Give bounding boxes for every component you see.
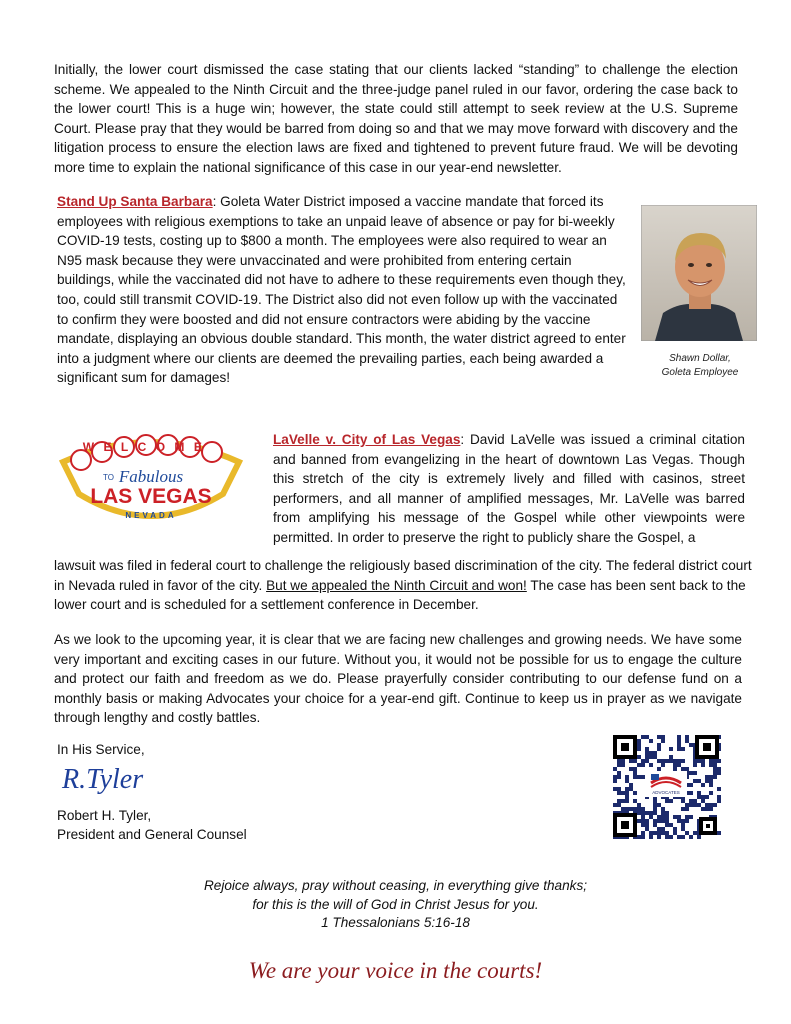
qr-module: [629, 759, 633, 763]
qr-module: [717, 759, 721, 763]
qr-finder-top-right: [695, 735, 719, 759]
appeal-paragraph: [54, 630, 742, 728]
qr-module: [685, 739, 689, 743]
signature-graphic: [60, 758, 190, 798]
qr-code-graphic[interactable]: [611, 733, 721, 839]
qr-module: [613, 775, 617, 779]
qr-module: [653, 803, 657, 807]
qr-finder-top-left: [613, 735, 637, 759]
qr-module: [713, 775, 717, 779]
signer-title: President and General Counsel: [57, 827, 247, 842]
lavelle-appeal-win: But we appealed the Ninth Circuit and won!: [266, 577, 527, 593]
qr-module: [697, 791, 701, 795]
qr-module: [693, 759, 697, 763]
qr-module: [653, 819, 657, 823]
qr-module: [713, 771, 717, 775]
qr-module: [625, 779, 629, 783]
qr-module: [657, 835, 661, 839]
qr-module: [637, 835, 641, 839]
qr-finder-bottom-right: [699, 817, 717, 835]
qr-module: [653, 751, 657, 755]
qr-module: [697, 803, 701, 807]
sign-to-text: TO: [103, 473, 114, 482]
qr-module: [697, 779, 701, 783]
qr-module: [669, 755, 673, 759]
qr-module: [681, 827, 685, 831]
qr-module: [717, 831, 721, 835]
qr-module: [613, 779, 617, 783]
qr-module: [661, 807, 665, 811]
qr-module: [613, 767, 617, 771]
qr-module: [621, 791, 625, 795]
qr-module: [705, 779, 709, 783]
qr-module: [637, 747, 641, 751]
photo-caption-name: Shawn Dollar,: [669, 353, 731, 364]
qr-module: [685, 819, 689, 823]
qr-module: [613, 803, 617, 807]
qr-module: [693, 803, 697, 807]
qr-module: [681, 807, 685, 811]
qr-module: [665, 799, 669, 803]
qr-module: [705, 775, 709, 779]
sign-state-text: NEVADA: [125, 511, 177, 520]
qr-module: [649, 811, 653, 815]
qr-module: [637, 763, 641, 767]
lavelle-paragraph-bottom: [54, 556, 754, 615]
qr-module: [645, 811, 649, 815]
qr-module: [697, 835, 701, 839]
qr-module: [685, 767, 689, 771]
qr-code[interactable]: [611, 733, 721, 839]
qr-module: [657, 827, 661, 831]
qr-module: [709, 763, 713, 767]
qr-module: [649, 751, 653, 755]
qr-module: [625, 795, 629, 799]
qr-module: [685, 831, 689, 835]
qr-module: [665, 831, 669, 835]
qr-module: [673, 827, 677, 831]
qr-module: [669, 759, 673, 763]
qr-module: [661, 739, 665, 743]
qr-module: [633, 771, 637, 775]
employee-photo: [641, 205, 757, 341]
qr-module: [717, 771, 721, 775]
qr-module: [649, 739, 653, 743]
qr-module: [641, 775, 645, 779]
qr-module: [685, 815, 689, 819]
qr-module: [677, 819, 681, 823]
lavelle-title[interactable]: LaVelle v. City of Las Vegas: [273, 432, 461, 447]
qr-module: [633, 791, 637, 795]
salutation: In His Service,: [57, 742, 145, 757]
qr-module: [657, 747, 661, 751]
qr-module: [653, 755, 657, 759]
qr-module: [677, 747, 681, 751]
qr-module: [689, 743, 693, 747]
qr-module: [677, 835, 681, 839]
qr-module: [617, 787, 621, 791]
qr-module: [637, 743, 641, 747]
qr-module: [617, 771, 621, 775]
lavelle-paragraph-top: [273, 430, 745, 548]
qr-module: [645, 755, 649, 759]
qr-module: [629, 807, 633, 811]
qr-module: [669, 747, 673, 751]
qr-module: [673, 831, 677, 835]
santa-barbara-title[interactable]: Stand Up Santa Barbara: [57, 194, 213, 209]
employee-photo-illustration: [641, 205, 757, 341]
qr-module: [709, 775, 713, 779]
qr-module: [701, 807, 705, 811]
qr-module: [657, 767, 661, 771]
qr-module: [625, 799, 629, 803]
qr-logo: [645, 771, 687, 797]
qr-module: [645, 735, 649, 739]
qr-module: [617, 791, 621, 795]
qr-module: [665, 835, 669, 839]
qr-module: [657, 815, 661, 819]
qr-module: [693, 799, 697, 803]
qr-module: [701, 799, 705, 803]
qr-module: [681, 747, 685, 751]
qr-module: [633, 767, 637, 771]
qr-module: [673, 815, 677, 819]
qr-module: [617, 763, 621, 767]
qr-module: [661, 811, 665, 815]
lavelle-body-top: : David LaVelle was issued a criminal citation and banned from evangelizing in the heart of downtown Las Vegas. Though this stretch of the city is extremely lively and filled with casinos, street performers, and all manner of amplified messages, Mr. LaVelle was barred from amplifying his message of the Gospel while other viewpoints were permitted. In order to preserve the right to publicly share the Gospel, a: [273, 432, 745, 545]
qr-module: [613, 787, 617, 791]
qr-module: [677, 735, 681, 739]
qr-module: [633, 807, 637, 811]
qr-module: [689, 835, 693, 839]
qr-module: [701, 763, 705, 767]
qr-module: [641, 811, 645, 815]
qr-module: [669, 823, 673, 827]
qr-module: [665, 759, 669, 763]
qr-module: [617, 799, 621, 803]
qr-module: [617, 775, 621, 779]
qr-module: [701, 783, 705, 787]
qr-module: [705, 807, 709, 811]
santa-barbara-body: : Goleta Water District imposed a vaccine mandate that forced its employees with religious exemptions to take an unpaid leave of absence or pay for bi-weekly COVID-19 tests, costing up to $800 a month. The employees were also required to wear an N95 mask because they were unvaccinated and were prohibited from entering certain buildings, while the vaccinated did not have to adhere to these requirements even though they, too, could still transmit COVID-19. The District also did not even follow up with the vaccinated to confirm they were boosted and did not ensure contractors were abiding by the vaccine mandate, displaying an obvious double standard. This month, the water district agreed to enter into a judgment where our clients are deemed the prevailing parties, each being awarded a significant sum for damages!: [57, 194, 626, 386]
qr-module: [697, 759, 701, 763]
qr-module: [705, 803, 709, 807]
qr-module: [641, 735, 645, 739]
qr-module: [637, 739, 641, 743]
qr-module: [637, 819, 641, 823]
qr-module: [661, 827, 665, 831]
qr-module: [681, 835, 685, 839]
qr-module: [641, 807, 645, 811]
tagline: We are your voice in the courts!: [248, 958, 543, 983]
qr-module: [657, 803, 661, 807]
qr-module: [621, 763, 625, 767]
qr-module: [621, 799, 625, 803]
qr-module: [637, 755, 641, 759]
santa-barbara-paragraph: [57, 192, 629, 388]
qr-module: [657, 735, 661, 739]
qr-module: [689, 803, 693, 807]
qr-module: [665, 823, 669, 827]
qr-module: [717, 799, 721, 803]
qr-module: [693, 831, 697, 835]
photo-caption: [640, 352, 760, 380]
qr-module: [709, 791, 713, 795]
qr-module: [685, 803, 689, 807]
qr-logo-text: ADVOCATES: [652, 790, 680, 795]
qr-module: [697, 795, 701, 799]
qr-module: [681, 823, 685, 827]
qr-module: [685, 807, 689, 811]
qr-module: [625, 791, 629, 795]
qr-finder-bottom-left: [613, 813, 637, 837]
qr-module: [661, 815, 665, 819]
qr-module: [709, 803, 713, 807]
qr-module: [661, 831, 665, 835]
lavelle-body-bottom-pre: lawsuit was filed in federal court to challenge the religiously based discrimination of the city. The federal district court in Nevada ruled in favor of the city.: [54, 558, 752, 593]
qr-module: [665, 819, 669, 823]
qr-module: [657, 831, 661, 835]
qr-module: [709, 759, 713, 763]
qr-module: [641, 831, 645, 835]
qr-module: [673, 763, 677, 767]
signer-name: Robert H. Tyler,: [57, 808, 152, 823]
qr-module: [665, 811, 669, 815]
qr-module: [681, 759, 685, 763]
qr-module: [677, 815, 681, 819]
qr-module: [633, 799, 637, 803]
qr-module: [677, 763, 681, 767]
qr-module: [661, 819, 665, 823]
qr-module: [637, 807, 641, 811]
qr-module: [681, 799, 685, 803]
qr-module: [633, 759, 637, 763]
qr-module: [645, 827, 649, 831]
qr-module: [649, 755, 653, 759]
qr-module: [657, 759, 661, 763]
qr-module: [645, 823, 649, 827]
qr-module: [673, 759, 677, 763]
qr-module: [657, 743, 661, 747]
signature-text: R.Tyler: [62, 764, 144, 795]
qr-module: [689, 783, 693, 787]
qr-module: [657, 819, 661, 823]
qr-module: [649, 763, 653, 767]
qr-module: [669, 799, 673, 803]
intro-text: Initially, the lower court dismissed the case stating that our clients lacked “standing” to challenge the election scheme. We appealed to the Ninth Circuit and the three-judge panel ruled in our favor, ordering the case back to the lower court! This is a huge win; however, the state could still attempt to seek review at the U.S. Supreme Court. Please pray that they would be barred from doing so and that we may move forward with discovery and the litigation process to ensure the election laws are fixed and tightened to prevent future fraud. We will be devoting more time to explain the national significance of this case in our year-end newsletter.: [54, 62, 738, 175]
qr-module: [701, 795, 705, 799]
qr-module: [689, 791, 693, 795]
qr-module: [649, 815, 653, 819]
qr-module: [641, 819, 645, 823]
qr-module: [645, 759, 649, 763]
qr-module: [689, 799, 693, 803]
intro-paragraph: [54, 60, 738, 178]
qr-module: [653, 799, 657, 803]
qr-module: [709, 779, 713, 783]
qr-module: [701, 759, 705, 763]
qr-module: [689, 771, 693, 775]
verse-line-1: Rejoice always, pray without ceasing, in everything give thanks;: [203, 878, 588, 893]
qr-module: [621, 759, 625, 763]
qr-module: [641, 823, 645, 827]
sign-fabulous-text: Fabulous: [118, 467, 184, 486]
qr-module: [673, 767, 677, 771]
qr-module: [693, 771, 697, 775]
qr-module: [645, 747, 649, 751]
qr-module: [693, 779, 697, 783]
qr-module: [637, 775, 641, 779]
qr-module: [661, 763, 665, 767]
las-vegas-sign: [51, 430, 251, 530]
verse: [0, 877, 791, 933]
qr-module: [713, 767, 717, 771]
qr-module: [625, 775, 629, 779]
qr-module: [641, 759, 645, 763]
qr-module: [693, 763, 697, 767]
verse-line-2: for this is the will of God in Christ Jesus for you.: [252, 896, 539, 912]
qr-module: [677, 743, 681, 747]
qr-module: [665, 815, 669, 819]
qr-module: [625, 807, 629, 811]
qr-module: [661, 759, 665, 763]
qr-module: [717, 767, 721, 771]
qr-module: [633, 775, 637, 779]
qr-module: [649, 835, 653, 839]
qr-module: [629, 787, 633, 791]
qr-module: [713, 803, 717, 807]
qr-module: [685, 735, 689, 739]
qr-module: [649, 831, 653, 835]
qr-module: [709, 807, 713, 811]
las-vegas-sign-graphic: [51, 430, 251, 530]
qr-module: [617, 803, 621, 807]
qr-module: [617, 759, 621, 763]
qr-module: [621, 807, 625, 811]
qr-module: [641, 815, 645, 819]
qr-module: [669, 835, 673, 839]
qr-module: [689, 815, 693, 819]
signature: [60, 758, 190, 798]
qr-module: [705, 795, 709, 799]
qr-module: [677, 739, 681, 743]
qr-module: [645, 751, 649, 755]
qr-module: [681, 819, 685, 823]
qr-module: [677, 759, 681, 763]
qr-module: [645, 819, 649, 823]
qr-module: [653, 807, 657, 811]
sign-welcome-text: WELCOME: [82, 440, 212, 454]
photo-caption-role: Goleta Employee: [661, 367, 739, 378]
qr-module: [653, 831, 657, 835]
qr-module: [713, 759, 717, 763]
qr-module: [625, 787, 629, 791]
qr-module: [653, 823, 657, 827]
qr-module: [637, 803, 641, 807]
qr-module: [629, 767, 633, 771]
qr-module: [653, 811, 657, 815]
qr-module: [629, 783, 633, 787]
qr-module: [713, 763, 717, 767]
verse-reference: 1 Thessalonians 5:16-18: [321, 915, 470, 930]
qr-module: [661, 735, 665, 739]
sign-city-text: LAS VEGAS: [90, 485, 212, 508]
appeal-text: As we look to the upcoming year, it is clear that we are facing new challenges and growing needs. We have some very important and exciting cases in our future. Without you, it would not be possible for us to engage the culture and protect our faith and freedom as we do. Please prayerfully consider contributing to our defense fund on a monthly basis or making Advocates your choice for a year-end gift. Continue to keep us in prayer as we navigate through lengthy and costly battles.: [54, 632, 742, 726]
qr-module: [717, 795, 721, 799]
qr-module: [641, 835, 645, 839]
lavelle-body-bottom-post: The case has been sent back to the lower court and is scheduled for a settlement conference in December.: [54, 577, 746, 613]
qr-module: [709, 783, 713, 787]
qr-module: [681, 767, 685, 771]
qr-module: [717, 787, 721, 791]
qr-module: [637, 811, 641, 815]
qr-module: [641, 763, 645, 767]
